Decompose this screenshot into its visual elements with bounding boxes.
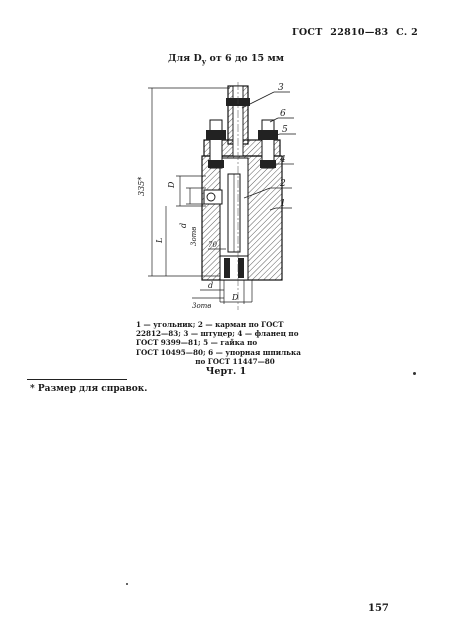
page-number: 157 — [368, 603, 389, 614]
title-main: Для D — [168, 53, 202, 64]
dim-total-label: 335* — [137, 176, 146, 196]
page-header — [292, 27, 442, 38]
dim-d-small-label: d — [179, 222, 188, 228]
callout-6: 6 — [280, 109, 286, 119]
callout-2: 2 — [280, 179, 286, 189]
callout-4: 4 — [280, 155, 286, 165]
caption-line-1: 1 — угольник; 2 — карман по ГОСТ — [136, 320, 284, 329]
dim-d-bottom-big-label: D — [232, 293, 239, 302]
header-page-ref: С. 2 — [396, 27, 419, 38]
caption-line-5: по ГОСТ 11447—80 — [195, 356, 275, 366]
dim-hole-bottom-label: 3отв — [192, 302, 212, 310]
dim-d-upper-label: D — [167, 181, 176, 188]
technical-drawing — [120, 78, 320, 313]
dim-hole-upper-label: 3отв — [190, 226, 198, 246]
figure-label: Черт. 1 — [205, 366, 247, 377]
caption-line-3: ГОСТ 9399—81; 5 — гайка по — [136, 338, 258, 348]
body-block — [202, 156, 282, 280]
figure-caption — [136, 320, 334, 366]
callout-5: 5 — [282, 125, 288, 135]
footnote-rule — [27, 379, 127, 380]
bottom-dimensions — [192, 280, 252, 304]
scan-speck — [126, 583, 128, 585]
caption-line-2: 22812—83; 3 — штуцер; 4 — фланец по — [136, 329, 299, 339]
dim-d-bottom-label: d — [208, 281, 214, 290]
footnote: * Размер для справок. — [30, 384, 148, 394]
dim-l-label: L — [155, 237, 164, 243]
dim-70-label: 70 — [208, 241, 217, 249]
callout-3: 3 — [278, 83, 284, 93]
scan-speck — [413, 372, 416, 375]
header-number: 22810—83 — [330, 27, 389, 38]
title-rest: от 6 до 15 мм — [206, 53, 284, 64]
header-gost: ГОСТ — [292, 27, 323, 38]
caption-line-4: ГОСТ 10495—80; 6 — упорная шпилька — [136, 347, 301, 357]
title-subscript: у — [201, 57, 207, 66]
figure-title — [0, 53, 452, 64]
callout-1: 1 — [280, 199, 286, 209]
